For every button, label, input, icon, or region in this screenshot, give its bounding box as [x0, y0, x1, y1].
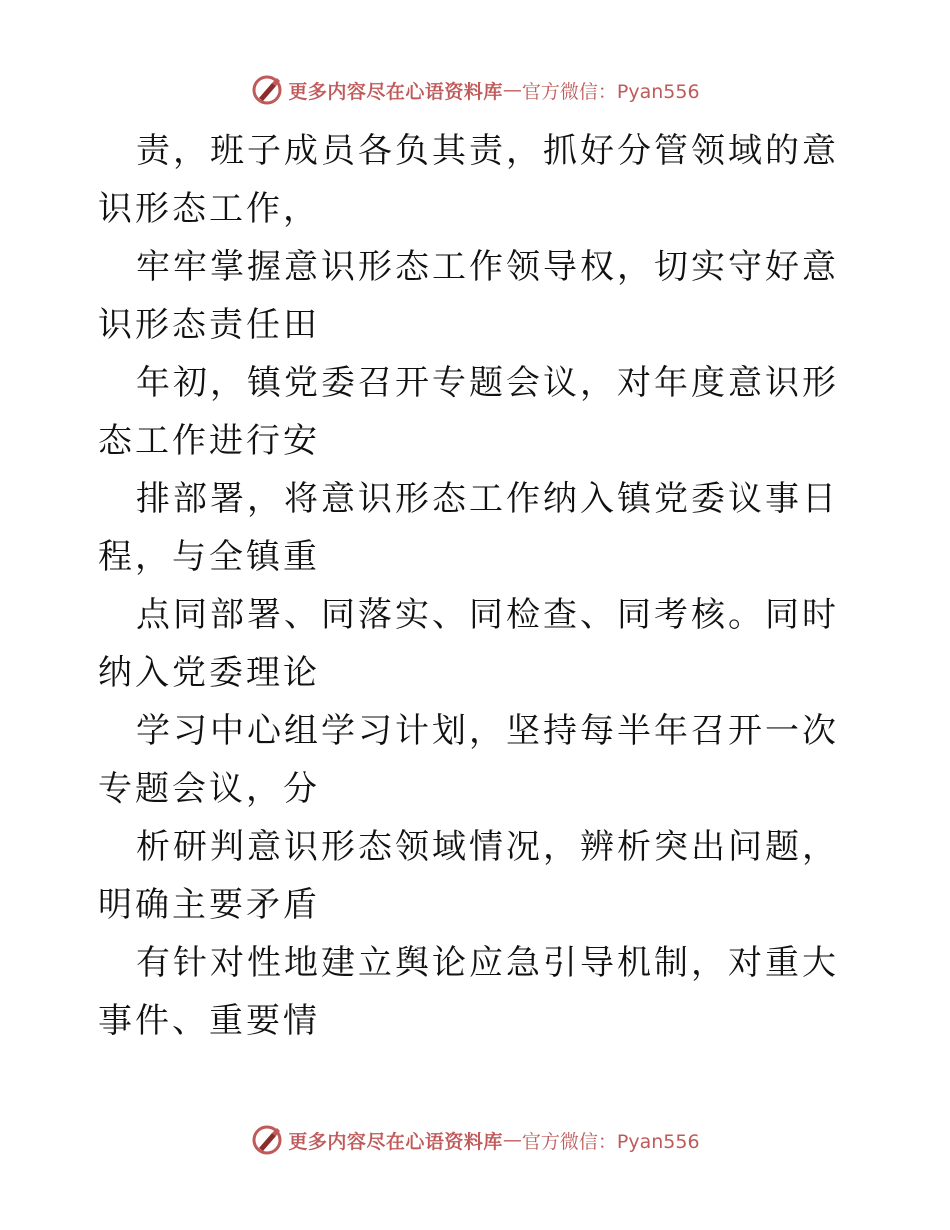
- footer-banner: [0, 1120, 950, 1160]
- footer-wechat-text: 官方微信：Pyan556: [521, 1130, 700, 1153]
- paragraph: 牢牢掌握意识形态工作领导权，切实守好意识形态责任田: [98, 247, 839, 345]
- header-site-text: 更多内容尽在心语资料库: [288, 80, 503, 103]
- header-separator: —: [502, 79, 522, 101]
- paragraph: 析研判意识形态领域情况，辨析突出问题，明确主要矛盾: [98, 827, 839, 925]
- header-wechat-text: 官方微信：Pyan556: [521, 80, 700, 103]
- paragraph: 学习中心组学习计划，坚持每半年召开一次专题会议，分: [98, 711, 839, 809]
- document-body: [98, 122, 858, 1050]
- footer-site-text: 更多内容尽在心语资料库: [288, 1130, 503, 1153]
- brush-circle-icon: [250, 1123, 284, 1157]
- paragraph: 排部署，将意识形态工作纳入镇党委议事日程，与全镇重: [98, 479, 839, 577]
- paragraph: 点同部署、同落实、同检查、同考核。同时纳入党委理论: [98, 595, 839, 693]
- footer-separator: —: [502, 1129, 522, 1151]
- paragraph: 责，班子成员各负其责，抓好分管领域的意识形态工作，: [98, 131, 839, 229]
- paragraph: 年初，镇党委召开专题会议，对年度意识形态工作进行安: [98, 363, 839, 461]
- brush-circle-icon: [250, 73, 284, 107]
- header-banner: [0, 70, 950, 110]
- paragraph: 有针对性地建立舆论应急引导机制，对重大事件、重要情: [98, 943, 839, 1041]
